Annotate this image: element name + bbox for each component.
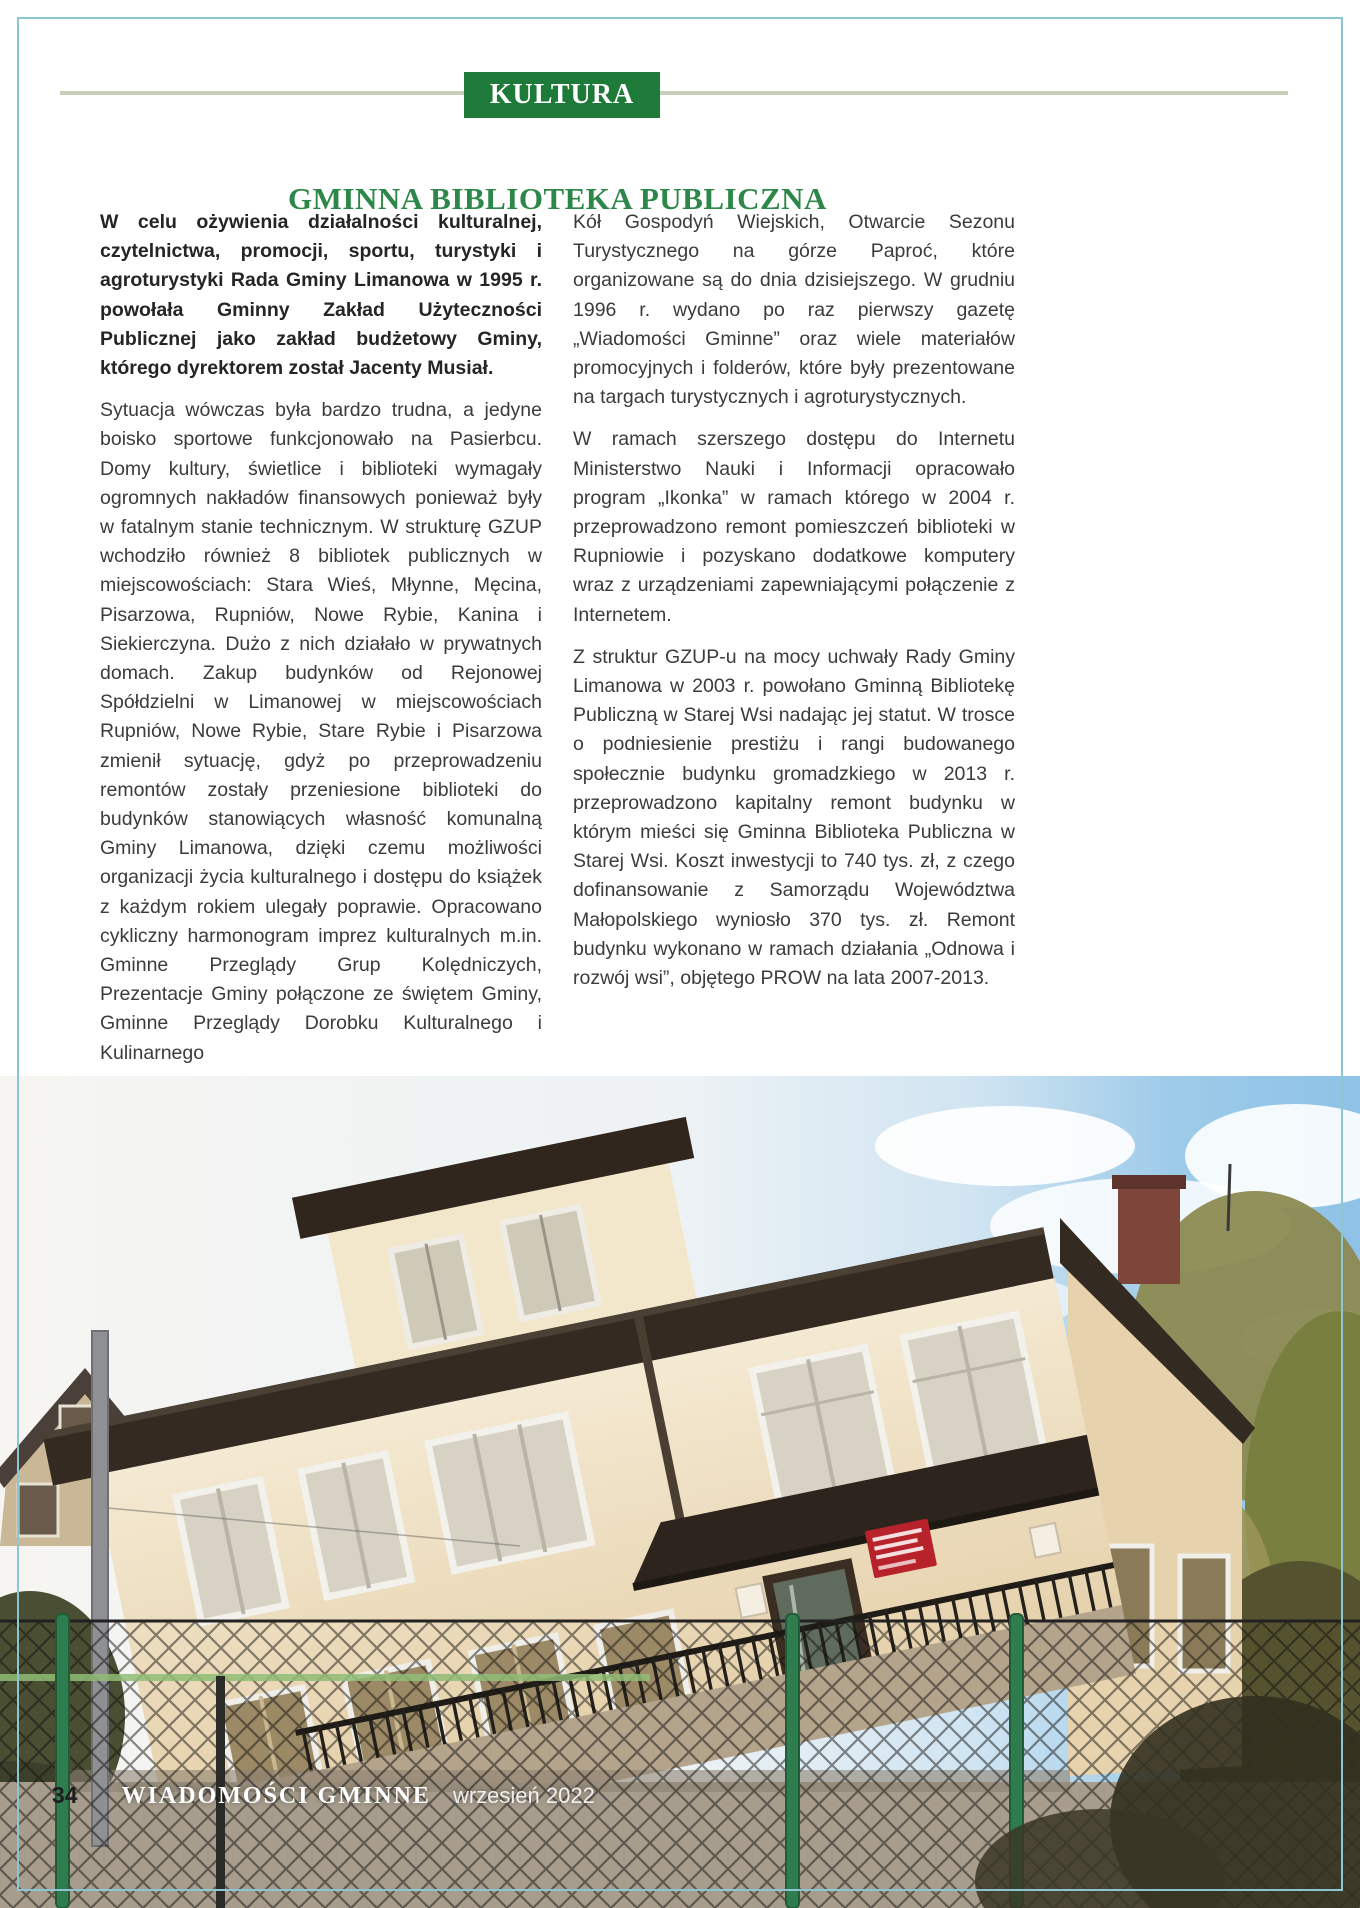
page-title: GMINNA BIBLIOTEKA PUBLICZNA: [288, 180, 827, 216]
page-number: 34: [52, 1782, 78, 1808]
paragraph: Sytuacja wówczas była bardzo trudna, a jedyne boisko sportowe funkcjonowało na Pasierbcu. Domy kultury, świetlice i biblioteki wymagały ogromnych nakładów finansowych ponieważ były w fatalnym stanie technicznym. W strukturę GZUP wchodziło również 8 bibliotek publicznych w miejscowościach: Stara Wieś, Młynne, Męcina, Pisarzowa, Rupniów, Nowe Rybie, Kanina i Siekierczyna. Dużo z nich działało w prywatnych domach. Zakup budynków od Rejonowej Spółdzielni w Limanowej w miejscowościach Rupniów, Nowe Rybie, Stare Rybie i Pisarzowa zmienił sytuację, gdyż po przeprowadzeniu remontów zostały przeniesione biblioteki do budynków stanowiących własność komunalną Gminy Limanowa, dzięki czemu możliwości organizacji życia kulturalnego i dostępu do książek z każdym rokiem ulegały poprawie. Opracowano cykliczny harmonogram imprez kulturalnych m.in. Gminne Przeglądy Grup Kolędniczych, Prezentacje Gminy połączone ze świętem Gminy, Gminne Przeglądy Dorobku Kulturalnego i Kulinarnego: [100, 399, 542, 1064]
right-column: [573, 208, 1015, 1081]
paragraph: Kół Gospodyń Wiejskich, Otwarcie Sezonu Turystycznego na górze Paproć, które organizowane są do dnia dzisiejszego. W grudniu 1996 r. wydano po raz pierwszy gazetę „Wiadomości Gminne” oraz wiele materiałów promocyjnych i folderów, które były prezentowane na targach turystycznych i agroturystycznych.: [573, 211, 1015, 409]
paragraph: Z struktur GZUP-u na mocy uchwały Rady Gminy Limanowa w 2003 r. powołano Gminną Bibliotekę Publiczną w Starej Wsi nadając jej statut. W trosce o podniesienie prestiżu i rangi budowanego społecznie budynku gromadzkiego w 2013 r. przeprowadzono kapitalny remont budynku w którym mieści się Gminna Biblioteka Publiczna w Starej Wsi. Koszt inwestycji to 740 tys. zł, z czego dofinansowanie z Samorządu Województwa Małopolskiego wyniosło 370 tys. zł. Remont budynku wykonano w ramach działania „Odnowa i rozwój wsi”, objętego PROW na lata 2007-2013.: [573, 645, 1015, 990]
section-label-box: [464, 72, 660, 118]
left-column: [100, 208, 542, 1081]
section-label: KULTURA: [489, 79, 635, 110]
lead-paragraph: W celu ożywienia działalności kulturalnej, czytelnictwa, promocji, sportu, turystyki i agroturystyki Rada Gminy Limanowa w 1995 r. powołała Gminny Zakład Użyteczności Publicznej jako zakład budżetowy Gminy, którego dyrektorem został Jacenty Musiał.: [100, 211, 542, 380]
publication-name: WIADOMOŚCI GMINNE: [121, 1783, 431, 1809]
page-footer: [52, 1782, 595, 1810]
issue-date: wrzesień 2022: [452, 1783, 595, 1808]
header-rule: [60, 91, 1288, 95]
article-body: [100, 208, 1015, 1081]
paragraph: W ramach szerszego dostępu do Internetu Ministerstwo Nauki i Informacji opracowało program „Ikonka” w ramach którego w 2004 r. przeprowadzono remont pomieszczeń biblioteki w Rupniowie i pozyskano dodatkowe komputery wraz z urządzeniami zapewniającymi połączenie z Internetem.: [573, 428, 1015, 626]
